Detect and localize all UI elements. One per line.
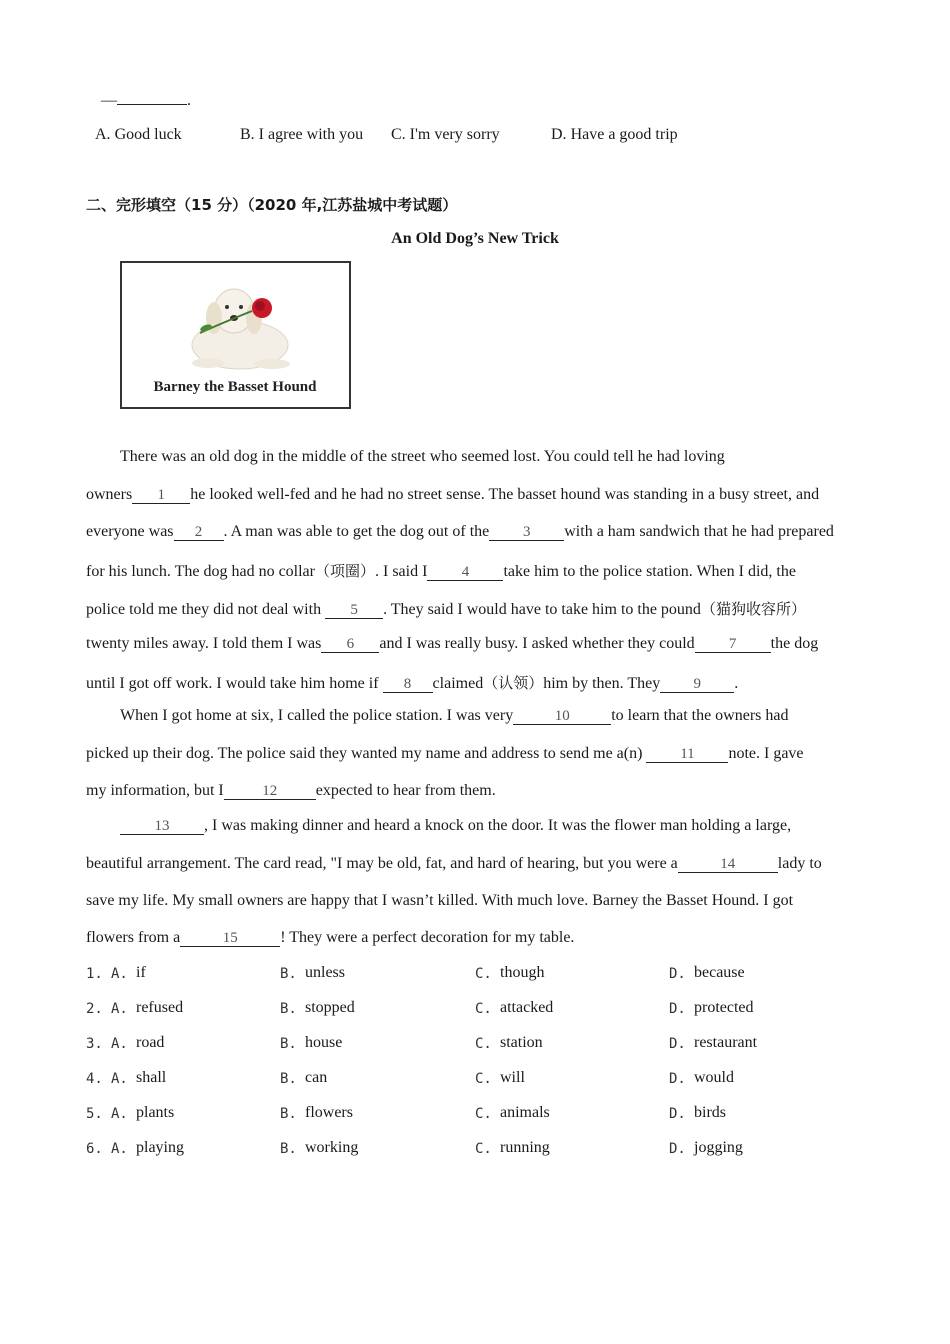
option-letter: B. bbox=[280, 1106, 297, 1122]
prev-option-b[interactable] bbox=[240, 126, 363, 144]
prev-answer-line bbox=[101, 92, 191, 110]
question-row bbox=[86, 1034, 866, 1069]
option-letter: C. bbox=[475, 1001, 492, 1017]
text: . They said I would have to take him to the pound bbox=[383, 601, 701, 618]
passage-line-6 bbox=[86, 635, 818, 653]
text: the dog bbox=[770, 635, 819, 652]
question-number: 5. bbox=[86, 1106, 103, 1122]
option-b[interactable]: house bbox=[305, 1034, 343, 1051]
dash: — bbox=[101, 92, 117, 109]
passage-line-1 bbox=[120, 448, 725, 466]
option-letter: C. bbox=[475, 1071, 492, 1087]
text: claimed bbox=[432, 675, 484, 692]
text: owners bbox=[86, 486, 133, 503]
prev-option-c[interactable] bbox=[391, 126, 500, 144]
dog-with-rose-icon bbox=[122, 263, 349, 407]
chinese-gloss: （猫狗收容所） bbox=[700, 600, 806, 618]
option-a[interactable]: refused bbox=[136, 999, 184, 1016]
option-b[interactable]: stopped bbox=[305, 999, 355, 1016]
option-letter: D. bbox=[669, 966, 686, 982]
passage-line-14 bbox=[86, 929, 574, 947]
text: for his lunch. The dog had no collar bbox=[86, 563, 315, 580]
option-letter: A. bbox=[95, 126, 111, 143]
blank-5[interactable]: 5 bbox=[325, 602, 383, 619]
text: When I got home at six, I called the police station. I was very bbox=[120, 707, 514, 724]
text: picked up their dog. The police said they wanted my name and address to send me a(n) bbox=[86, 745, 643, 762]
text: him by then. They bbox=[543, 675, 661, 692]
option-letter: B. bbox=[240, 126, 255, 143]
text: beautiful arrangement. The card read, "I may be old, fat, and hard of hearing, but you were a bbox=[86, 855, 678, 872]
text: There was an old dog in the middle of the street who seemed lost. You could tell he had loving bbox=[120, 448, 725, 465]
option-d[interactable]: birds bbox=[694, 1104, 726, 1121]
article-title: An Old Dog’s New Trick bbox=[391, 230, 559, 247]
option-letter: D. bbox=[669, 1106, 686, 1122]
answer-blank[interactable] bbox=[117, 104, 187, 105]
option-letter: A. bbox=[111, 966, 128, 982]
option-letter: C. bbox=[475, 1106, 492, 1122]
option-letter: C. bbox=[391, 126, 406, 143]
option-letter: A. bbox=[111, 1001, 128, 1017]
blank-10[interactable]: 10 bbox=[513, 708, 611, 725]
option-letter: D. bbox=[669, 1071, 686, 1087]
option-d[interactable]: jogging bbox=[694, 1139, 743, 1156]
option-text: Good luck bbox=[114, 126, 182, 143]
option-letter: C. bbox=[475, 1036, 492, 1052]
option-d[interactable]: would bbox=[694, 1069, 734, 1086]
option-letter: A. bbox=[111, 1071, 128, 1087]
chinese-gloss: （认领） bbox=[483, 674, 544, 692]
option-letter: B. bbox=[280, 1141, 297, 1157]
question-row bbox=[86, 999, 866, 1034]
option-letter: B. bbox=[280, 1071, 297, 1087]
option-letter: B. bbox=[280, 1001, 297, 1017]
text: . A man was able to get the dog out of the bbox=[223, 523, 490, 540]
option-letter: B. bbox=[280, 1036, 297, 1052]
text: twenty miles away. I told them I was bbox=[86, 635, 322, 652]
text: . I said I bbox=[375, 563, 428, 580]
section-title: 二、完形填空（15 分）（2020 年,江苏盐城中考试题） bbox=[86, 196, 458, 214]
option-c[interactable]: will bbox=[500, 1069, 525, 1086]
question-number: 3. bbox=[86, 1036, 103, 1052]
passage-line-7 bbox=[86, 672, 738, 693]
passage-line-9 bbox=[86, 745, 804, 763]
blank-15[interactable]: 15 bbox=[180, 930, 280, 947]
text: save my life. My small owners are happy that I wasn’t killed. With much love. Barney the Basset Hound. I got bbox=[86, 892, 794, 909]
option-letter: D. bbox=[669, 1036, 686, 1052]
blank-7[interactable]: 7 bbox=[695, 636, 771, 653]
text: to learn that the owners had bbox=[611, 707, 789, 724]
option-b[interactable]: can bbox=[305, 1069, 328, 1086]
option-letter: C. bbox=[475, 966, 492, 982]
chinese-gloss: （项圈） bbox=[314, 562, 375, 580]
option-text: Have a good trip bbox=[570, 126, 678, 143]
text: lady to bbox=[777, 855, 822, 872]
option-c[interactable]: station bbox=[500, 1034, 543, 1051]
text: and I was really busy. I asked whether they could bbox=[379, 635, 695, 652]
text: he looked well-fed and he had no street sense. The basset hound was standing in a busy street, and bbox=[190, 486, 820, 503]
option-a[interactable]: road bbox=[136, 1034, 165, 1051]
blank-9[interactable]: 9 bbox=[660, 676, 734, 693]
question-row bbox=[86, 1069, 866, 1104]
text: expected to hear from them. bbox=[315, 782, 496, 799]
question-row bbox=[86, 1139, 866, 1174]
option-letter: D. bbox=[669, 1141, 686, 1157]
option-b[interactable]: unless bbox=[305, 964, 345, 981]
text: with a ham sandwich that he had prepared bbox=[564, 523, 834, 540]
dog-illustration bbox=[120, 261, 351, 409]
option-letter: A. bbox=[111, 1036, 128, 1052]
passage-line-11 bbox=[120, 817, 791, 835]
option-letter: D. bbox=[669, 1001, 686, 1017]
option-a[interactable]: plants bbox=[136, 1104, 175, 1121]
text: until I got off work. I would take him home if bbox=[86, 675, 379, 692]
prev-option-d[interactable] bbox=[551, 126, 678, 144]
blank-3[interactable]: 3 bbox=[489, 524, 564, 541]
passage-line-5 bbox=[86, 598, 806, 619]
question-number: 2. bbox=[86, 1001, 103, 1017]
option-letter: A. bbox=[111, 1141, 128, 1157]
option-c[interactable]: animals bbox=[500, 1104, 550, 1121]
option-a[interactable]: shall bbox=[136, 1069, 167, 1086]
passage-line-10 bbox=[86, 782, 496, 800]
text: . bbox=[734, 675, 739, 692]
blank-2[interactable]: 2 bbox=[174, 524, 224, 541]
question-number: 4. bbox=[86, 1071, 103, 1087]
text: note. I gave bbox=[728, 745, 804, 762]
option-c[interactable]: though bbox=[500, 964, 545, 981]
blank-13[interactable]: 13 bbox=[120, 818, 204, 835]
blank-14[interactable]: 14 bbox=[678, 856, 778, 873]
text: everyone was bbox=[86, 523, 174, 540]
option-letter: C. bbox=[475, 1141, 492, 1157]
question-number: 1. bbox=[86, 966, 103, 982]
passage-line-4 bbox=[86, 560, 796, 581]
blank-12[interactable]: 12 bbox=[224, 783, 316, 800]
option-letter: B. bbox=[280, 966, 297, 982]
option-a[interactable]: playing bbox=[136, 1139, 184, 1156]
blank-1[interactable]: 1 bbox=[132, 487, 190, 504]
option-d[interactable]: because bbox=[694, 964, 745, 981]
blank-8[interactable]: 8 bbox=[383, 676, 433, 693]
blank-6[interactable]: 6 bbox=[321, 636, 379, 653]
option-d[interactable]: protected bbox=[694, 999, 754, 1016]
question-row bbox=[86, 964, 866, 999]
text: take him to the police station. When I did, the bbox=[503, 563, 796, 580]
blank-4[interactable]: 4 bbox=[427, 564, 503, 581]
prev-option-a[interactable] bbox=[95, 126, 182, 144]
passage-line-2 bbox=[86, 486, 819, 504]
option-a[interactable]: if bbox=[136, 964, 146, 981]
text: ! They were a perfect decoration for my table. bbox=[280, 929, 575, 946]
passage-line-8 bbox=[120, 707, 789, 725]
option-letter: A. bbox=[111, 1106, 128, 1122]
option-b[interactable]: working bbox=[305, 1139, 359, 1156]
blank-11[interactable]: 11 bbox=[646, 746, 728, 763]
text: , I was making dinner and heard a knock on the door. It was the flower man holding a large, bbox=[204, 817, 792, 834]
period: . bbox=[187, 92, 191, 109]
option-d[interactable]: restaurant bbox=[694, 1034, 758, 1051]
option-text: I'm very sorry bbox=[409, 126, 500, 143]
image-caption: Barney the Basset Hound bbox=[153, 379, 317, 395]
question-row bbox=[86, 1104, 866, 1139]
option-text: I agree with you bbox=[258, 126, 364, 143]
text: flowers from a bbox=[86, 929, 181, 946]
option-letter: D. bbox=[551, 126, 567, 143]
passage-line-12 bbox=[86, 855, 822, 873]
passage-line-13 bbox=[86, 892, 793, 910]
option-b[interactable]: flowers bbox=[305, 1104, 353, 1121]
options-table bbox=[86, 964, 866, 1174]
option-c[interactable]: attacked bbox=[500, 999, 554, 1016]
option-c[interactable]: running bbox=[500, 1139, 550, 1156]
question-number: 6. bbox=[86, 1141, 103, 1157]
text: police told me they did not deal with bbox=[86, 601, 322, 618]
text: my information, but I bbox=[86, 782, 224, 799]
passage-line-3 bbox=[86, 523, 834, 541]
